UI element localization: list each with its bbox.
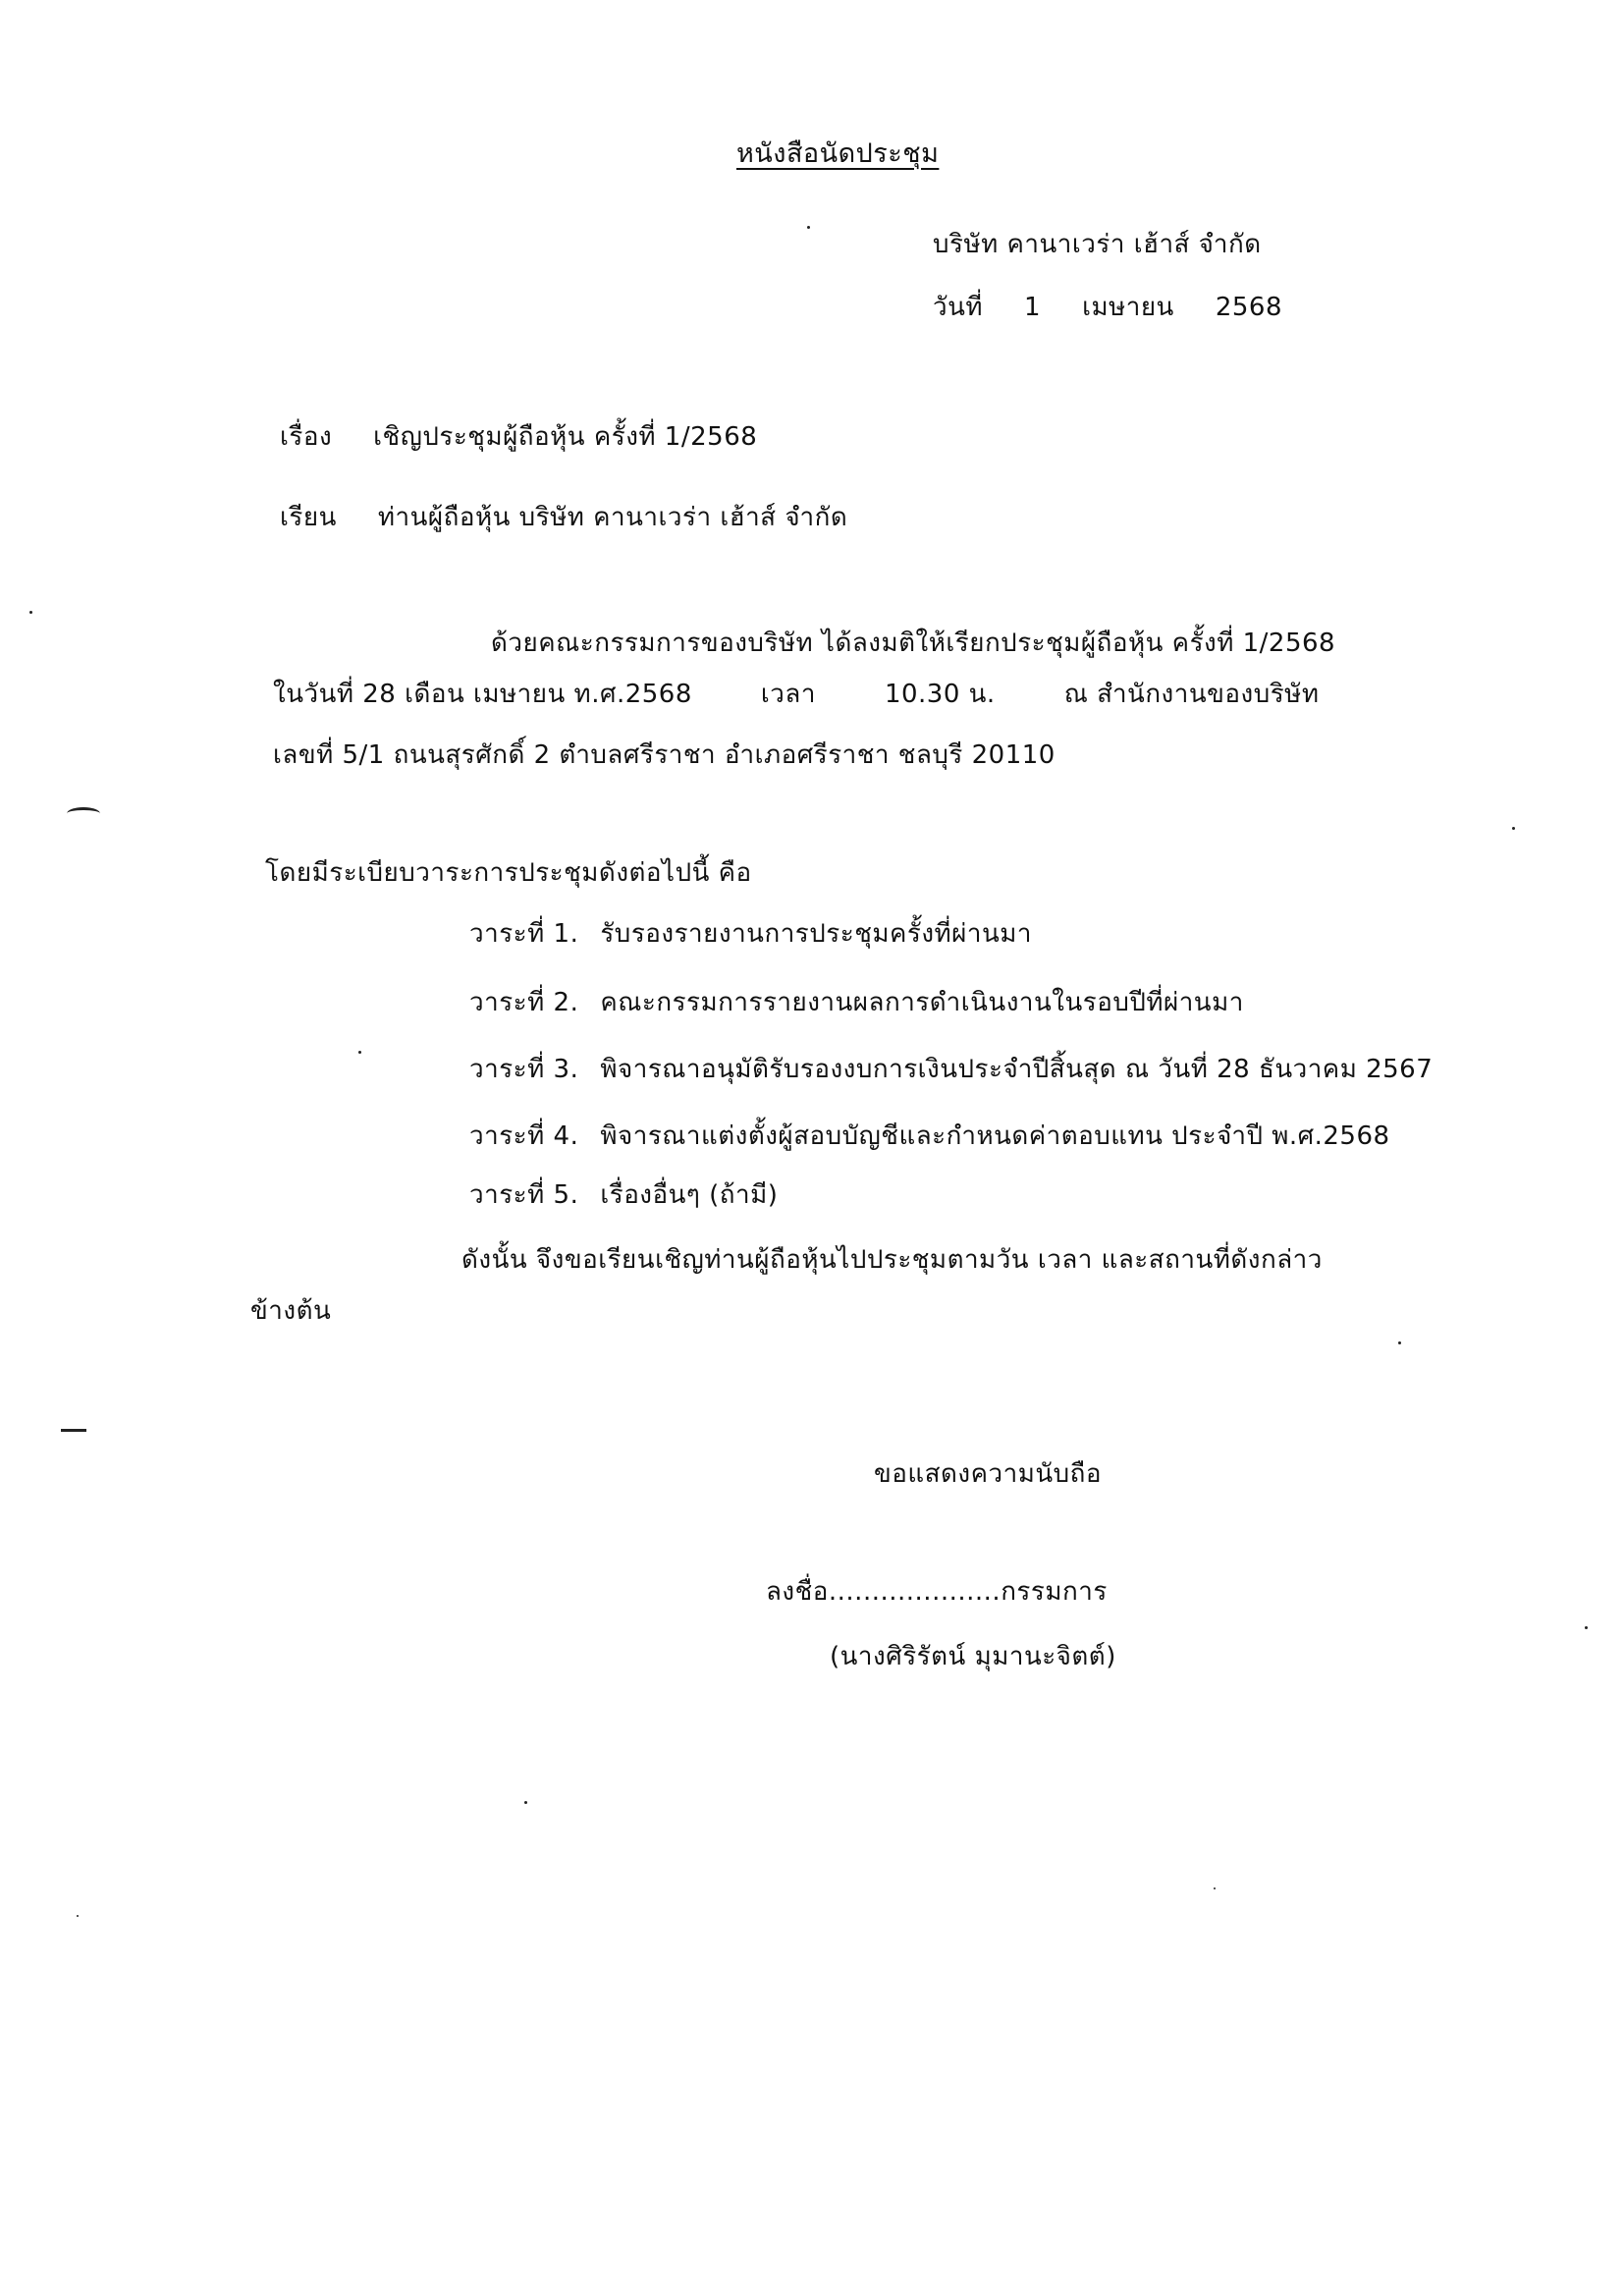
- agenda-item-text: พิจารณาอนุมัติรับรองงบการเงินประจำปีสิ้นสุด ณ วันที่ 28 ธันวาคม 2567: [600, 1055, 1434, 1084]
- agenda-item-label: วาระที่ 3.: [469, 1055, 579, 1084]
- signatory-name: (นางศิริรัตน์ มุมานะจิตต์): [830, 1642, 1116, 1671]
- body-line-2-time: 10.30 น.: [884, 680, 996, 709]
- agenda-item-text: พิจารณาแต่งตั้งผู้สอบบัญชีและกำหนดค่าตอบแทน ประจำปี พ.ศ.2568: [600, 1121, 1390, 1151]
- agenda-item: [469, 1053, 1433, 1086]
- agenda-item-text: คณะกรรมการรายงานผลการดำเนินงานในรอบปีที่ผ่านมา: [600, 988, 1244, 1017]
- agenda-intro: โดยมีระเบียบวาระการประชุมดังต่อไปนี้ คือ: [265, 858, 752, 888]
- agenda-item: [469, 1120, 1390, 1153]
- body-line-2-time-label: เวลา: [760, 680, 816, 709]
- signature-line: [766, 1575, 1108, 1609]
- body-line-2-date: ในวันที่ 28 เดือน เมษายน ท.ศ.2568: [273, 680, 692, 709]
- agenda-item: [469, 986, 1244, 1019]
- closing-line-2: ข้างต้น: [250, 1296, 332, 1326]
- date-label: วันที่: [933, 293, 984, 322]
- body-line-3: เลขที่ 5/1 ถนนสุรศักดิ์ 2 ตำบลศรีราชา อำเภอศรีราชา ชลบุรี 20110: [273, 740, 1056, 770]
- agenda-item-text: รับรองรายงานการประชุมครั้งที่ผ่านมา: [600, 919, 1033, 949]
- scan-speck: [29, 611, 32, 614]
- date-year: 2568: [1215, 293, 1283, 322]
- agenda-item: [469, 1178, 778, 1212]
- scan-speck: [1512, 827, 1515, 830]
- scan-speck: [1398, 1341, 1401, 1344]
- subject-label: เรื่อง: [280, 422, 333, 452]
- closing-line-1: ดังนั้น จึงขอเรียนเชิญท่านผู้ถือหุ้นไปประชุมตามวัน เวลา และสถานที่ดังกล่าว: [461, 1245, 1323, 1275]
- agenda-item-text: เรื่องอื่นๆ (ถ้ามี): [600, 1180, 779, 1210]
- date-line: [933, 291, 1282, 324]
- body-line-1: ด้วยคณะกรรมการของบริษัท ได้ลงมติให้เรียกประชุมผู้ถือหุ้น ครั้งที่ 1/2568: [491, 629, 1336, 658]
- regards: ขอแสดงความนับถือ: [874, 1459, 1102, 1489]
- agenda-item-label: วาระที่ 5.: [469, 1180, 579, 1210]
- signature-dots: ....................: [828, 1577, 1001, 1607]
- scan-speck: [524, 1801, 527, 1804]
- document-title: หนังสือนัดประชุม: [736, 138, 940, 169]
- hole-punch-mark: [61, 1429, 86, 1438]
- agenda-item-label: วาระที่ 4.: [469, 1121, 579, 1151]
- scan-speck: [807, 226, 810, 229]
- signature-role: กรรมการ: [1001, 1577, 1108, 1607]
- to-line: [280, 501, 847, 534]
- subject-text: เชิญประชุมผู้ถือหุ้น ครั้งที่ 1/2568: [373, 422, 758, 452]
- to-label: เรียน: [280, 503, 337, 532]
- subject-line: [280, 420, 757, 454]
- company-header: บริษัท คานาเวร่า เฮ้าส์ จำกัด: [933, 230, 1262, 259]
- agenda-item-label: วาระที่ 2.: [469, 988, 579, 1017]
- signature-prefix: ลงชื่อ: [766, 1577, 829, 1607]
- date-month: เมษายน: [1082, 293, 1174, 322]
- agenda-item: [469, 917, 1032, 951]
- body-line-2: [273, 678, 1319, 711]
- scan-speck: [1214, 1887, 1216, 1889]
- to-text: ท่านผู้ถือหุ้น บริษัท คานาเวร่า เฮ้าส์ จำกัด: [377, 503, 848, 532]
- agenda-item-label: วาระที่ 1.: [469, 919, 579, 949]
- body-line-2-place: ณ สำนักงานของบริษัท: [1063, 680, 1320, 709]
- scan-speck: [358, 1051, 361, 1054]
- scan-speck: [1585, 1626, 1588, 1629]
- date-day: 1: [1024, 293, 1042, 322]
- scan-speck: [77, 1915, 79, 1917]
- hole-punch-mark: [67, 807, 100, 820]
